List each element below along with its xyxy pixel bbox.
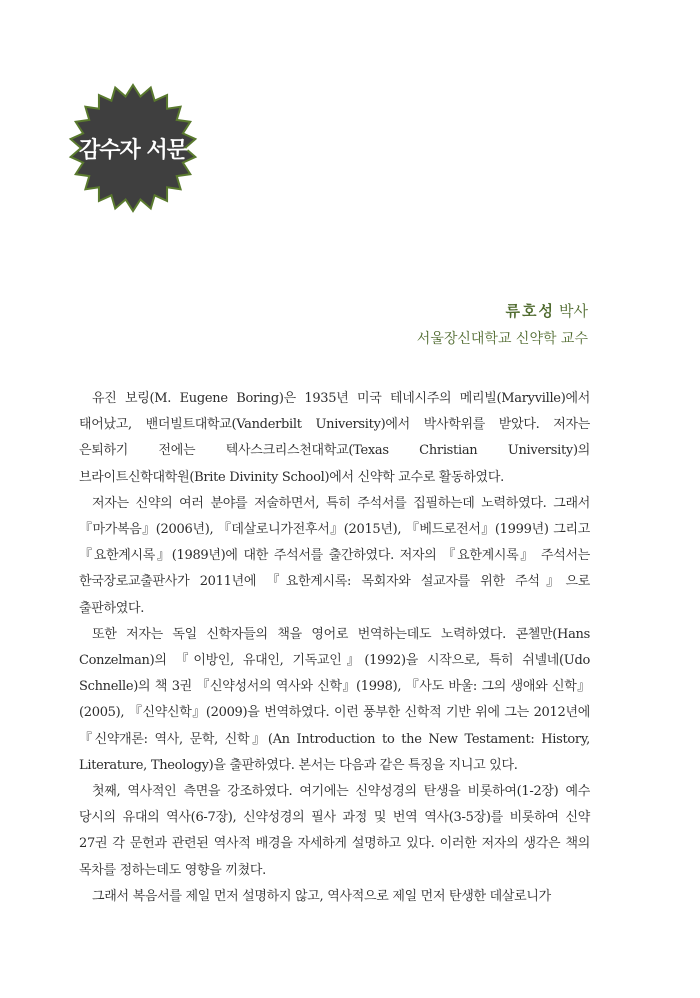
badge-label: 감수자 서문	[79, 137, 187, 163]
author-name: 류호성	[505, 302, 556, 320]
paragraph-5: 그래서 복음서를 제일 먼저 설명하지 않고, 역사적으로 제일 먼저 탄생한 데살로니가	[92, 888, 551, 904]
paragraph-3: 또한 저자는 독일 신학자들의 책을 영어로 번역하는데도 노력하였다. 콘첼만(Hans Conzelman)의 『이방인, 유대인, 기독교인』(1992)을 시작으로, 특히 쉬넬네(Udo Schnelle)의 책 3권 『신약성서의 역사와 신학』(1998), 『사도 바울: 그의 생애와 신학』(2005), 『신약신학』(2009)을 번역하였다. 이런 풍부한 신학적 기반 위에 그는 2012년에 『신약개론: 역사, 문학, 신학』(An Introduction to the New Testament: History, Literature, Theology)을 출판하였다. 본서는 다음과 같은 특징을 지니고 있다.	[79, 626, 590, 773]
author-block	[417, 300, 588, 350]
author-title: 박사	[559, 302, 588, 320]
section-badge	[68, 83, 198, 213]
paragraph-2: 저자는 신약의 여러 분야를 저술하면서, 특히 주석서를 집필하는데 노력하였다. 그래서 『마가복음』(2006년), 『데살로니가전후서』(2015년), 『베드로전서』(1999년) 그리고 『요한계시록』(1989년)에 대한 주석서를 출간하였다. 저자의 『요한계시록』 주석서는 한국장로교출판사가 2011년에 『요한계시록: 목회자와 설교자를 위한 주석』으로 출판하였다.	[79, 495, 590, 616]
body-text	[79, 386, 590, 910]
author-name-line	[417, 300, 588, 322]
author-affiliation: 서울장신대학교 신약학 교수	[416, 331, 588, 347]
paragraph-4: 첫째, 역사적인 측면을 강조하였다. 여기에는 신약성경의 탄생을 비롯하여(1-2장) 예수 당시의 유대의 역사(6-7장), 신약성경의 필사 과정 및 번역 역사(3-5장)를 비롯하여 신약 27권 각 문헌과 관련된 역사적 배경을 자세하게 설명하고 있다. 이러한 저자의 생각은 책의 목차를 정하는데도 영향을 끼쳤다.	[79, 784, 590, 878]
paragraph-1: 유진 보링(M. Eugene Boring)은 1935년 미국 테네시주의 메리빌(Maryville)에서 태어났고, 밴더빌트대학교(Vanderbilt University)에서 박사학위를 받았다. 저자는 은퇴하기 전에는 텍사스크리스천대학교(Texas Christian University)의 브라이트신학대학원(Brite Divinity School)에서 신약학 교수로 활동하였다.	[79, 391, 590, 485]
